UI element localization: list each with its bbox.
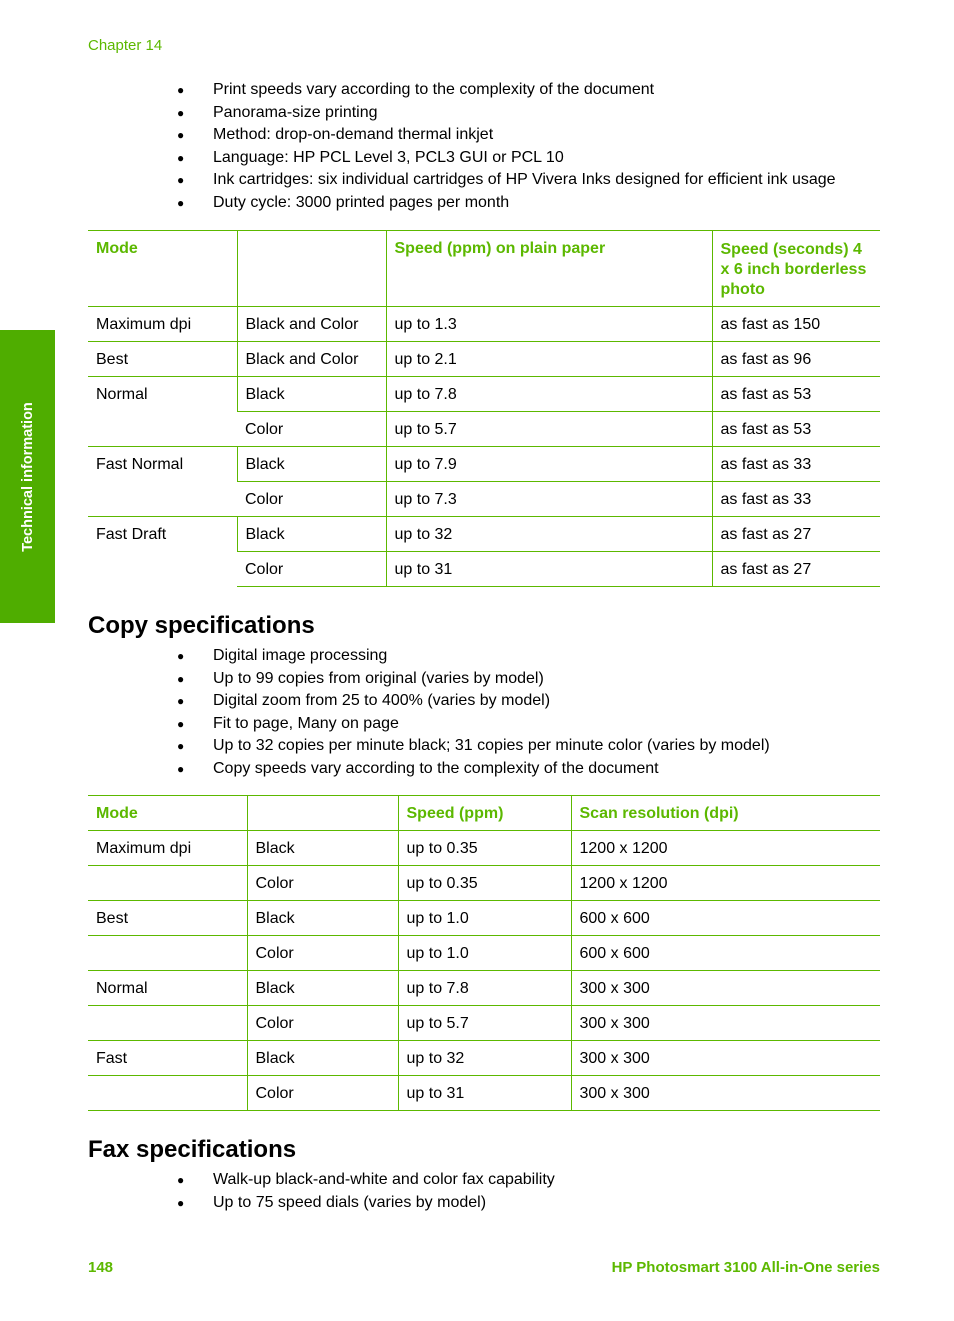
table-row [88, 307, 880, 342]
table-cell: Color [247, 936, 398, 971]
table-row [88, 447, 880, 482]
list-item: ● Panorama-size printing [88, 102, 878, 125]
table-cell: Black [237, 517, 386, 552]
table-row [88, 517, 880, 552]
table-cell: 1200 x 1200 [571, 866, 880, 901]
table-cell: Color [237, 552, 386, 587]
list-item: ● Ink cartridges: six individual cartridges of HP Vivera Inks designed for efficient ink usage [88, 169, 878, 192]
copy-speed-table [88, 795, 880, 1111]
table-cell: up to 0.35 [398, 866, 571, 901]
column-header: Speed (ppm) on plain paper [386, 231, 712, 307]
table-cell: up to 1.0 [398, 901, 571, 936]
list-item: ● Walk-up black-and-white and color fax capability [88, 1169, 878, 1192]
table-cell: 600 x 600 [571, 936, 880, 971]
list-item: ● Digital zoom from 25 to 400% (varies by model) [88, 690, 878, 713]
table-cell: 1200 x 1200 [571, 831, 880, 866]
table-cell: Color [247, 866, 398, 901]
chapter-header: Chapter 14 [88, 37, 163, 54]
print-bullet-list [88, 79, 878, 215]
table-header-row [88, 796, 880, 831]
table-cell [88, 866, 247, 901]
table-cell: Normal [88, 971, 247, 1006]
table-cell: up to 7.3 [386, 482, 712, 517]
table-row [88, 901, 880, 936]
table-cell: Fast Draft [88, 517, 237, 587]
table-cell: Color [247, 1076, 398, 1111]
table-row [88, 1006, 880, 1041]
table-cell [88, 1006, 247, 1041]
list-item: ● Method: drop-on-demand thermal inkjet [88, 124, 878, 147]
table-cell: up to 0.35 [398, 831, 571, 866]
table-cell: as fast as 53 [712, 412, 880, 447]
table-cell: Black [247, 1041, 398, 1076]
table-cell: as fast as 150 [712, 307, 880, 342]
copy-bullet-list [88, 645, 878, 781]
copy-section-title: Copy specifications [88, 612, 315, 639]
table-cell [88, 1076, 247, 1111]
table-row [88, 936, 880, 971]
table-cell: 600 x 600 [571, 901, 880, 936]
table-cell: up to 7.8 [398, 971, 571, 1006]
list-item: ● Up to 32 copies per minute black; 31 copies per minute color (varies by model) [88, 735, 878, 758]
table-cell: up to 32 [398, 1041, 571, 1076]
table-row [88, 377, 880, 412]
column-header: Scan resolution (dpi) [571, 796, 880, 831]
table-row [88, 1041, 880, 1076]
fax-bullet-list [88, 1169, 878, 1214]
footer-product-title: HP Photosmart 3100 All-in-One series [611, 1259, 880, 1276]
table-cell: up to 5.7 [398, 1006, 571, 1041]
table-cell: Best [88, 901, 247, 936]
table-cell: as fast as 27 [712, 517, 880, 552]
table-cell: Best [88, 342, 237, 377]
column-header [237, 231, 386, 307]
table-cell: up to 1.3 [386, 307, 712, 342]
table-cell: as fast as 96 [712, 342, 880, 377]
table-cell: Fast [88, 1041, 247, 1076]
table-cell: as fast as 53 [712, 377, 880, 412]
table-row [88, 971, 880, 1006]
table-row [88, 1076, 880, 1111]
list-item: ● Digital image processing [88, 645, 878, 668]
table-cell: 300 x 300 [571, 1006, 880, 1041]
table-cell: as fast as 27 [712, 552, 880, 587]
side-section-tab [0, 330, 55, 623]
table-cell: Normal [88, 377, 237, 447]
table-cell: as fast as 33 [712, 447, 880, 482]
table-cell: Fast Normal [88, 447, 237, 517]
list-item: ● Up to 99 copies from original (varies by model) [88, 668, 878, 691]
table-cell: Black [247, 831, 398, 866]
list-item: ● Copy speeds vary according to the complexity of the document [88, 758, 878, 781]
table-cell: as fast as 33 [712, 482, 880, 517]
table-cell [88, 936, 247, 971]
table-cell: up to 7.9 [386, 447, 712, 482]
list-item: ● Fit to page, Many on page [88, 713, 878, 736]
table-row [88, 342, 880, 377]
table-cell: Black and Color [237, 342, 386, 377]
column-header: Mode [88, 796, 247, 831]
list-item: ● Up to 75 speed dials (varies by model) [88, 1192, 878, 1215]
table-cell: Maximum dpi [88, 307, 237, 342]
table-cell: Black [237, 377, 386, 412]
column-header: Speed (ppm) [398, 796, 571, 831]
column-header [247, 796, 398, 831]
table-cell: 300 x 300 [571, 971, 880, 1006]
list-item: ● Duty cycle: 3000 printed pages per month [88, 192, 878, 215]
table-cell: 300 x 300 [571, 1076, 880, 1111]
column-header: Speed (seconds) 4 x 6 inch borderless photo [712, 231, 880, 307]
table-cell: up to 2.1 [386, 342, 712, 377]
table-cell: up to 5.7 [386, 412, 712, 447]
table-cell: Maximum dpi [88, 831, 247, 866]
page-number: 148 [88, 1259, 114, 1276]
table-cell: Color [237, 412, 386, 447]
table-cell: Black [247, 971, 398, 1006]
list-item: ● Language: HP PCL Level 3, PCL3 GUI or PCL 10 [88, 147, 878, 170]
table-cell: up to 7.8 [386, 377, 712, 412]
table-cell: Color [237, 482, 386, 517]
table-row [88, 866, 880, 901]
table-cell: up to 31 [386, 552, 712, 587]
column-header: Mode [88, 231, 237, 307]
table-cell: Black [247, 901, 398, 936]
table-cell: Color [247, 1006, 398, 1041]
table-cell: Black [237, 447, 386, 482]
table-header-row [88, 231, 880, 307]
fax-section-title: Fax specifications [88, 1136, 297, 1163]
table-cell: up to 1.0 [398, 936, 571, 971]
print-speed-table [88, 230, 880, 587]
table-cell: up to 32 [386, 517, 712, 552]
table-row [88, 831, 880, 866]
list-item: ● Print speeds vary according to the complexity of the document [88, 79, 878, 102]
table-cell: 300 x 300 [571, 1041, 880, 1076]
table-cell: Black and Color [237, 307, 386, 342]
side-tab-label: Technical information [19, 401, 36, 552]
table-cell: up to 31 [398, 1076, 571, 1111]
